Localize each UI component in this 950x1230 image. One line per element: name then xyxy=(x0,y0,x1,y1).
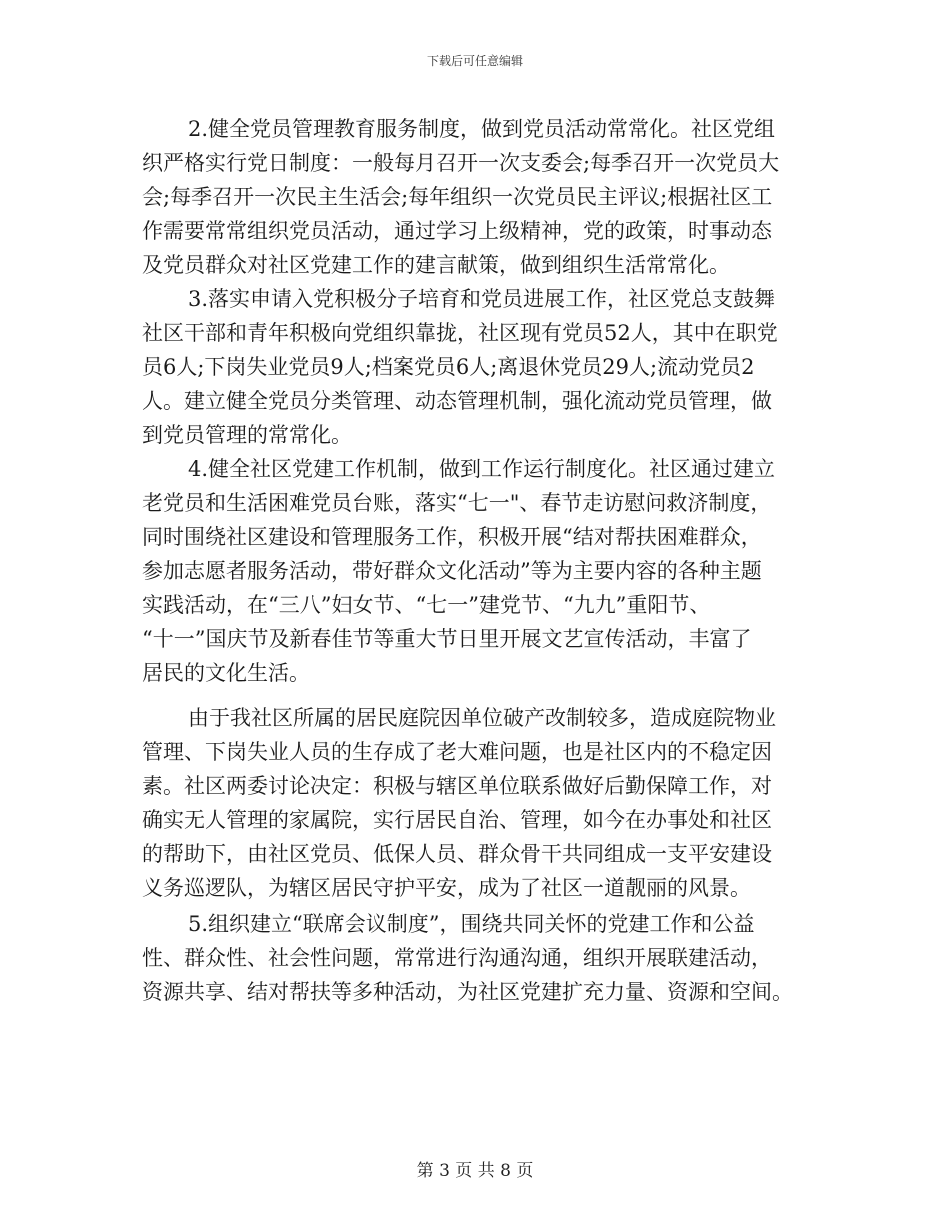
page-header-note: 下载后可任意编辑 xyxy=(426,54,523,68)
paragraph-line: 素。社区两委讨论决定：积极与辖区单位联系做好后勤保障工作，对 xyxy=(142,774,772,798)
paragraph-line: 及党员群众对社区党建工作的建言献策，做到组织生活常常化。 xyxy=(142,253,730,277)
paragraph-line: 4.健全社区党建工作机制，做到工作运行制度化。社区通过建立 xyxy=(188,457,776,481)
paragraph-line: 会;每季召开一次民主生活会;每年组织一次党员民主评议;根据社区工 xyxy=(142,185,773,209)
paragraph-line: 社区干部和青年积极向党组织靠拢，社区现有党员52人，其中在职党 xyxy=(142,321,778,345)
paragraph-line: 资源共享、结对帮扶等多种活动，为社区党建扩充力量、资源和空间。 xyxy=(142,980,793,1004)
paragraph-line: 作需要常常组织党员活动，通过学习上级精神，党的政策，时事动态 xyxy=(142,219,772,243)
paragraph-line: 老党员和生活困难党员台账，落实“七一"、春节走访慰问救济制度， xyxy=(142,491,772,515)
paragraph-line: 织严格实行党日制度：一般每月召开一次支委会;每季召开一次党员大 xyxy=(142,151,780,175)
paragraph-line: 居民的文化生活。 xyxy=(142,661,310,685)
paragraph-line: 由于我社区所属的居民庭院因单位破产改制较多，造成庭院物业 xyxy=(188,706,776,730)
paragraph-line: 实践活动，在“三八”妇女节、“七一”建党节、“九九”重阳节、 xyxy=(142,593,711,617)
paragraph-line: 人。建立健全党员分类管理、动态管理机制，强化流动党员管理，做 xyxy=(142,389,772,413)
paragraph-line: “十一”国庆节及新春佳节等重大节日里开展文艺宣传活动，丰富了 xyxy=(142,627,752,651)
paragraph-line: 5.组织建立“联席会议制度”，围绕共同关怀的党建工作和公益 xyxy=(188,912,755,936)
paragraph-line: 参加志愿者服务活动，带好群众文化活动”等为主要内容的各种主题 xyxy=(142,559,762,583)
paragraph-line: 同时围绕社区建设和管理服务工作，积极开展“结对帮扶困难群众， xyxy=(142,525,762,549)
paragraph-line: 员6人;下岗失业党员9人;档案党员6人;离退休党员29人;流动党员2 xyxy=(142,355,755,379)
paragraph-line: 3.落实申请入党积极分子培育和党员进展工作，社区党总支鼓舞 xyxy=(188,287,776,311)
paragraph-line: 管理、下岗失业人员的生存成了老大难问题，也是社区内的不稳定因 xyxy=(142,740,772,764)
page-number-footer: 第 3 页 共 8 页 xyxy=(416,1161,534,1181)
paragraph-line: 义务巡逻队，为辖区居民守护平安，成为了社区一道靓丽的风景。 xyxy=(142,876,751,900)
paragraph-line: 性、群众性、社会性问题，常常进行沟通沟通，组织开展联建活动， xyxy=(142,946,772,970)
paragraph-line: 2.健全党员管理教育服务制度，做到党员活动常常化。社区党组 xyxy=(188,117,776,141)
paragraph-line: 确实无人管理的家属院，实行居民自治、管理，如今在办事处和社区 xyxy=(142,808,772,832)
paragraph-line: 的帮助下，由社区党员、低保人员、群众骨干共同组成一支平安建设 xyxy=(142,842,772,866)
paragraph-line: 到党员管理的常常化。 xyxy=(142,423,352,447)
